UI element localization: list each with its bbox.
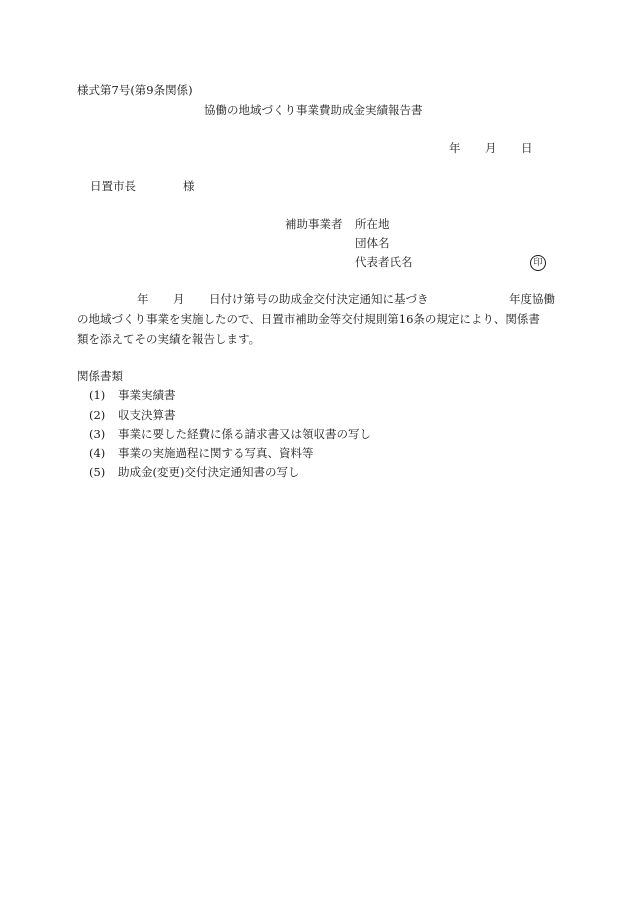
related-documents-heading: 関係書類 bbox=[77, 369, 123, 383]
body-paragraph-line-2: の地域づくり事業を実施したので、日置市補助金等交付規則第16条の規定により、関係書 bbox=[77, 312, 540, 326]
list-item-number: (1) bbox=[89, 388, 106, 402]
body-fiscal-year-text: 年度協働 bbox=[509, 292, 555, 306]
document-title: 協働の地域づくり事業費助成金実績報告書 bbox=[204, 103, 423, 117]
addressee-name: 日置市長 bbox=[90, 179, 136, 193]
date-day-label: 日 bbox=[521, 141, 533, 155]
list-item: 助成金(変更)交付決定通知書の写し bbox=[118, 465, 300, 479]
applicant-address-label: 所在地 bbox=[355, 217, 390, 231]
seal-icon: 印 bbox=[530, 255, 546, 271]
body-notice-text: 号の助成金交付決定通知に基づき bbox=[256, 292, 429, 306]
body-year-label: 年 bbox=[137, 292, 149, 306]
list-item: 収支決算書 bbox=[118, 408, 176, 422]
list-item: 事業の実施過程に関する写真、資料等 bbox=[118, 446, 314, 460]
addressee-honorific: 様 bbox=[183, 179, 195, 193]
list-item-number: (4) bbox=[89, 446, 106, 460]
applicant-role-label: 補助事業者 bbox=[285, 217, 343, 231]
body-month-label: 月 bbox=[173, 292, 185, 306]
list-item-number: (5) bbox=[89, 465, 106, 479]
body-paragraph-line-3: 類を添えてその実績を報告します。 bbox=[77, 332, 261, 346]
list-item-number: (3) bbox=[89, 427, 106, 441]
list-item: 事業に要した経費に係る請求書又は領収書の写し bbox=[118, 427, 371, 441]
applicant-representative-label: 代表者氏名 bbox=[355, 255, 413, 269]
date-year-label: 年 bbox=[449, 141, 461, 155]
list-item: 事業実績書 bbox=[118, 388, 176, 402]
list-item-number: (2) bbox=[89, 408, 106, 422]
date-month-label: 月 bbox=[485, 141, 497, 155]
body-day-label: 日付け第 bbox=[209, 292, 255, 306]
form-number: 様式第7号(第9条関係) bbox=[77, 83, 193, 97]
applicant-org-label: 団体名 bbox=[355, 236, 390, 250]
